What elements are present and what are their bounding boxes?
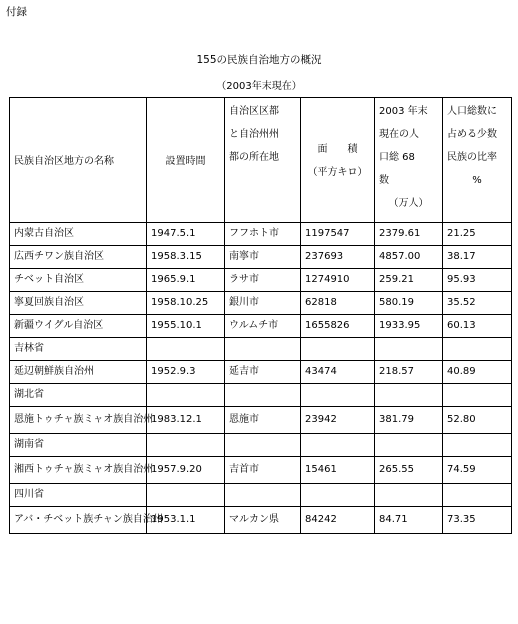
table-row — [10, 269, 512, 292]
cell-population: 218.57 — [375, 361, 443, 384]
table-row — [10, 434, 512, 457]
cell-date: 1953.1.1 — [147, 507, 225, 534]
header-area-line: 面 積 — [317, 144, 358, 155]
cell-area: 23942 — [301, 407, 375, 434]
cell-population: 1933.95 — [375, 315, 443, 338]
cell-name: 内蒙古自治区 — [10, 223, 147, 246]
cell-capital: 恩施市 — [225, 407, 301, 434]
header-capital-line: 自治区区都 — [229, 106, 279, 117]
cell-name: 新疆ウイグル自治区 — [10, 315, 147, 338]
cell-capital — [225, 484, 301, 507]
cell-date — [147, 338, 225, 361]
header-area — [301, 98, 375, 223]
cell-area: 1197547 — [301, 223, 375, 246]
cell-name: 寧夏回族自治区 — [10, 292, 147, 315]
cell-date: 1958.10.25 — [147, 292, 225, 315]
cell-ratio — [443, 338, 512, 361]
cell-ratio: 73.35 — [443, 507, 512, 534]
cell-name: 湖北省 — [10, 384, 147, 407]
table-row — [10, 507, 512, 534]
cell-date: 1983.12.1 — [147, 407, 225, 434]
header-name: 民族自治区地方の名称 — [10, 98, 147, 223]
cell-capital — [225, 338, 301, 361]
cell-date: 1955.10.1 — [147, 315, 225, 338]
table-row — [10, 246, 512, 269]
cell-population — [375, 434, 443, 457]
cell-area: 84242 — [301, 507, 375, 534]
cell-population: 381.79 — [375, 407, 443, 434]
header-population-line: 数 — [379, 175, 389, 186]
cell-date — [147, 384, 225, 407]
table-row — [10, 223, 512, 246]
cell-date — [147, 484, 225, 507]
table-row — [10, 384, 512, 407]
cell-population: 4857.00 — [375, 246, 443, 269]
cell-date: 1952.9.3 — [147, 361, 225, 384]
cell-area: 62818 — [301, 292, 375, 315]
header-population-line: 現在の人 — [379, 129, 419, 140]
header-population-line: 2003 年末 — [379, 106, 428, 117]
cell-name: 四川省 — [10, 484, 147, 507]
header-capital-line: と自治州州 — [229, 129, 279, 140]
cell-area: 237693 — [301, 246, 375, 269]
cell-ratio: 35.52 — [443, 292, 512, 315]
cell-date: 1965.9.1 — [147, 269, 225, 292]
header-ratio-line: 占める少数 — [447, 129, 497, 140]
cell-area: 1274910 — [301, 269, 375, 292]
header-population — [375, 98, 443, 223]
cell-name: 湘西トゥチャ族ミャオ族自治州 — [10, 457, 147, 484]
cell-date — [147, 434, 225, 457]
cell-date: 1947.5.1 — [147, 223, 225, 246]
header-ratio-line: 人口総数に — [447, 106, 497, 117]
cell-capital: 吉首市 — [225, 457, 301, 484]
header-ratio-line: 民族の比率 — [447, 152, 497, 163]
header-date: 設置時間 — [147, 98, 225, 223]
cell-ratio — [443, 384, 512, 407]
cell-area — [301, 384, 375, 407]
table-row — [10, 457, 512, 484]
cell-name: チベット自治区 — [10, 269, 147, 292]
table-row — [10, 292, 512, 315]
header-capital — [225, 98, 301, 223]
cell-ratio — [443, 484, 512, 507]
cell-ratio: 95.93 — [443, 269, 512, 292]
header-capital-line: 都の所在地 — [229, 152, 279, 163]
cell-ratio: 38.17 — [443, 246, 512, 269]
cell-population: 265.55 — [375, 457, 443, 484]
header-ratio — [443, 98, 512, 223]
header-row — [10, 98, 512, 223]
cell-area: 15461 — [301, 457, 375, 484]
cell-name: 恩施トゥチャ族ミャオ族自治州 — [10, 407, 147, 434]
cell-name: 吉林省 — [10, 338, 147, 361]
cell-capital: フフホト市 — [225, 223, 301, 246]
cell-ratio: 52.80 — [443, 407, 512, 434]
cell-date: 1957.9.20 — [147, 457, 225, 484]
cell-population: 259.21 — [375, 269, 443, 292]
cell-name: 延辺朝鮮族自治州 — [10, 361, 147, 384]
cell-area — [301, 434, 375, 457]
table-row — [10, 361, 512, 384]
cell-population — [375, 484, 443, 507]
header-population-line: （万人） — [388, 198, 429, 209]
cell-name: 湖南省 — [10, 434, 147, 457]
cell-date: 1958.3.15 — [147, 246, 225, 269]
cell-ratio: 60.13 — [443, 315, 512, 338]
cell-population: 580.19 — [375, 292, 443, 315]
cell-ratio: 40.89 — [443, 361, 512, 384]
appendix-label: 付録 — [6, 6, 27, 18]
cell-capital: ウルムチ市 — [225, 315, 301, 338]
header-ratio-line: % — [472, 175, 482, 186]
header-population-line: 口総 68 — [379, 152, 415, 163]
cell-capital — [225, 384, 301, 407]
table-title: 155の民族自治地方の概況 — [196, 54, 322, 66]
cell-population — [375, 338, 443, 361]
cell-capital — [225, 434, 301, 457]
autonomous-regions-table — [9, 97, 512, 534]
cell-area — [301, 338, 375, 361]
cell-capital: 南寧市 — [225, 246, 301, 269]
cell-area: 1655826 — [301, 315, 375, 338]
table-row — [10, 315, 512, 338]
table-row — [10, 484, 512, 507]
cell-population: 84.71 — [375, 507, 443, 534]
table-row — [10, 338, 512, 361]
cell-ratio: 21.25 — [443, 223, 512, 246]
table-row — [10, 407, 512, 434]
cell-population: 2379.61 — [375, 223, 443, 246]
cell-capital: マルカン県 — [225, 507, 301, 534]
cell-name: アバ・チベット族チャン族自治州 — [10, 507, 147, 534]
cell-ratio: 74.59 — [443, 457, 512, 484]
cell-capital: 銀川市 — [225, 292, 301, 315]
cell-population — [375, 384, 443, 407]
cell-capital: ラサ市 — [225, 269, 301, 292]
header-area-line: （平方キロ） — [307, 167, 368, 178]
cell-capital: 延吉市 — [225, 361, 301, 384]
cell-area — [301, 484, 375, 507]
cell-ratio — [443, 434, 512, 457]
cell-area: 43474 — [301, 361, 375, 384]
cell-name: 広西チワン族自治区 — [10, 246, 147, 269]
table-subtitle: （2003年末現在） — [216, 81, 302, 92]
